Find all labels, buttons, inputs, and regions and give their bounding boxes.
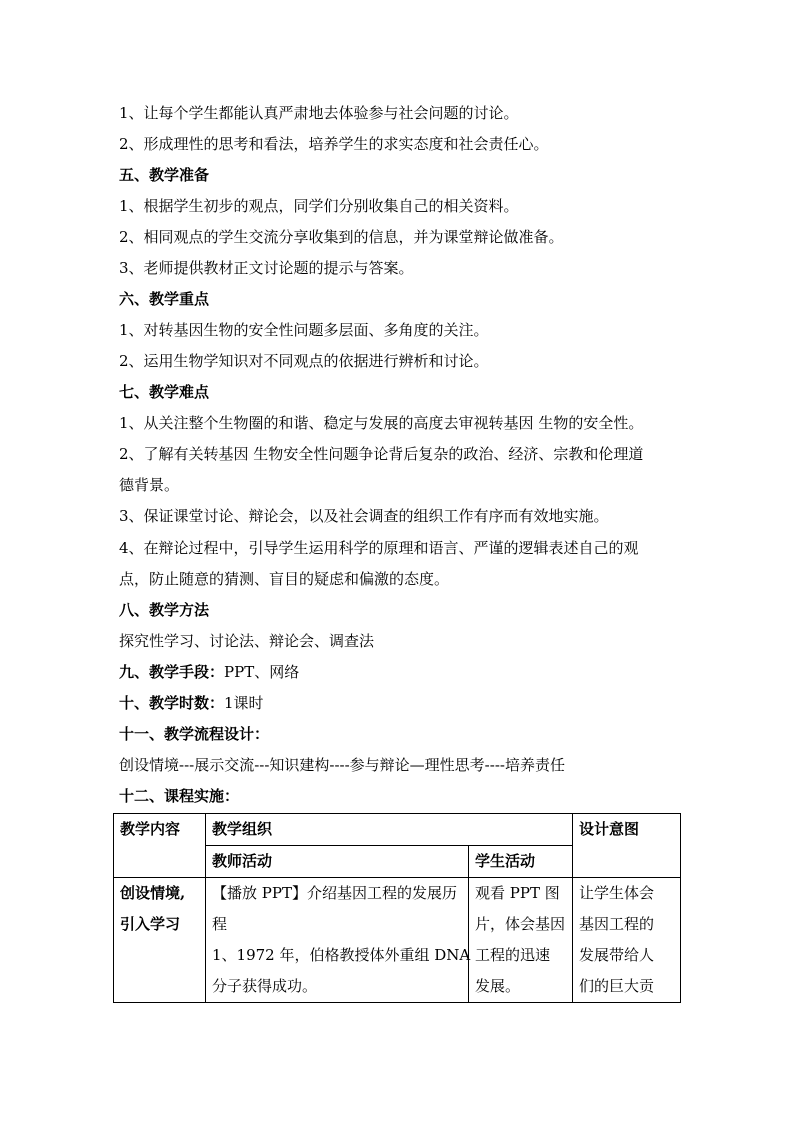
hours-value: 1课时 bbox=[224, 694, 264, 712]
preparation-line-2: 2、相同观点的学生交流分享收集到的信息，并为课堂辩论做准备。 bbox=[119, 228, 564, 246]
hours-line bbox=[119, 693, 264, 713]
cell-line: 工程的迅速 bbox=[475, 946, 551, 964]
means-line bbox=[119, 662, 299, 682]
cell-line: 让学生体会 bbox=[579, 884, 655, 902]
cell-line: 引入学习 bbox=[120, 915, 181, 933]
section-heading-implementation: 十二、课程实施： bbox=[119, 787, 240, 805]
cell-line: 基因工程的 bbox=[579, 915, 655, 933]
section-heading-preparation: 五、教学准备 bbox=[119, 166, 210, 184]
difficulty-line-3: 3、保证课堂讨论、辩论会，以及社会调查的组织工作有序而有效地实施。 bbox=[119, 507, 609, 525]
difficulty-line-2-cont: 德背景。 bbox=[119, 476, 180, 494]
implementation-table bbox=[113, 813, 681, 1003]
cell-content bbox=[114, 878, 206, 1003]
header-content: 教学内容 bbox=[114, 814, 206, 878]
key-point-line-1: 1、对转基因生物的安全性问题多层面、多角度的关注。 bbox=[119, 321, 489, 339]
key-point-line-2: 2、运用生物学知识对不同观点的依据进行辨析和讨论。 bbox=[119, 352, 489, 370]
section-heading-methods: 八、教学方法 bbox=[119, 601, 210, 619]
header-teacher-activity: 教师活动 bbox=[206, 846, 469, 878]
cell-line: 们的巨大贡 bbox=[579, 977, 655, 995]
cell-teacher-activity bbox=[206, 878, 469, 1003]
objective-line-2: 2、形成理性的思考和看法，培养学生的求实态度和社会责任心。 bbox=[119, 135, 549, 153]
section-heading-flow: 十一、教学流程设计： bbox=[119, 725, 270, 743]
cell-line: 创设情境, bbox=[120, 884, 186, 902]
cell-line: 发展带给人 bbox=[579, 946, 655, 964]
difficulty-line-1: 1、从关注整个生物圈的和谐、稳定与发展的高度去审视转基因 生物的安全性。 bbox=[119, 414, 644, 432]
difficulty-line-2: 2、了解有关转基因 生物安全性问题争论背后复杂的政治、经济、宗教和伦理道 bbox=[119, 445, 644, 463]
difficulty-line-4: 4、在辩论过程中，引导学生运用科学的原理和语言、严谨的逻辑表述自己的观 bbox=[119, 539, 639, 557]
section-heading-key-points: 六、教学重点 bbox=[119, 290, 210, 308]
flow-line: 创设情境---展示交流---知识建构----参与辩论—理性思考----培养责任 bbox=[119, 756, 565, 774]
table-row bbox=[114, 878, 681, 1003]
table-header-row bbox=[114, 814, 681, 846]
preparation-line-3: 3、老师提供教材正文讨论题的提示与答案。 bbox=[119, 259, 414, 277]
difficulty-line-4-cont: 点，防止随意的猜测、盲目的疑虑和偏激的态度。 bbox=[119, 570, 450, 588]
cell-line: 1、1972 年，伯格教授体外重组 DNA bbox=[212, 946, 471, 964]
cell-line: 发展。 bbox=[475, 977, 521, 995]
means-value: PPT、网络 bbox=[224, 663, 300, 681]
cell-line: 分子获得成功。 bbox=[212, 977, 318, 995]
methods-line: 探究性学习、讨论法、辩论会、调查法 bbox=[119, 632, 375, 650]
cell-line: 片，体会基因 bbox=[475, 915, 566, 933]
section-heading-difficulties: 七、教学难点 bbox=[119, 383, 210, 401]
section-heading-means: 九、教学手段： bbox=[119, 663, 225, 681]
header-design: 设计意图 bbox=[573, 814, 681, 878]
cell-line: 程 bbox=[212, 915, 228, 933]
cell-design-intent bbox=[573, 878, 681, 1003]
header-student-activity: 学生活动 bbox=[469, 846, 573, 878]
header-organization: 教学组织 bbox=[206, 814, 573, 846]
cell-student-activity bbox=[469, 878, 573, 1003]
preparation-line-1: 1、根据学生初步的观点，同学们分别收集自己的相关资料。 bbox=[119, 197, 519, 215]
section-heading-hours: 十、教学时数： bbox=[119, 694, 225, 712]
cell-line: 【播放 PPT】介绍基因工程的发展历 bbox=[212, 884, 457, 902]
cell-line: 观看 PPT 图 bbox=[475, 884, 560, 902]
objective-line-1: 1、让每个学生都能认真严肃地去体验参与社会问题的讨论。 bbox=[119, 104, 519, 122]
